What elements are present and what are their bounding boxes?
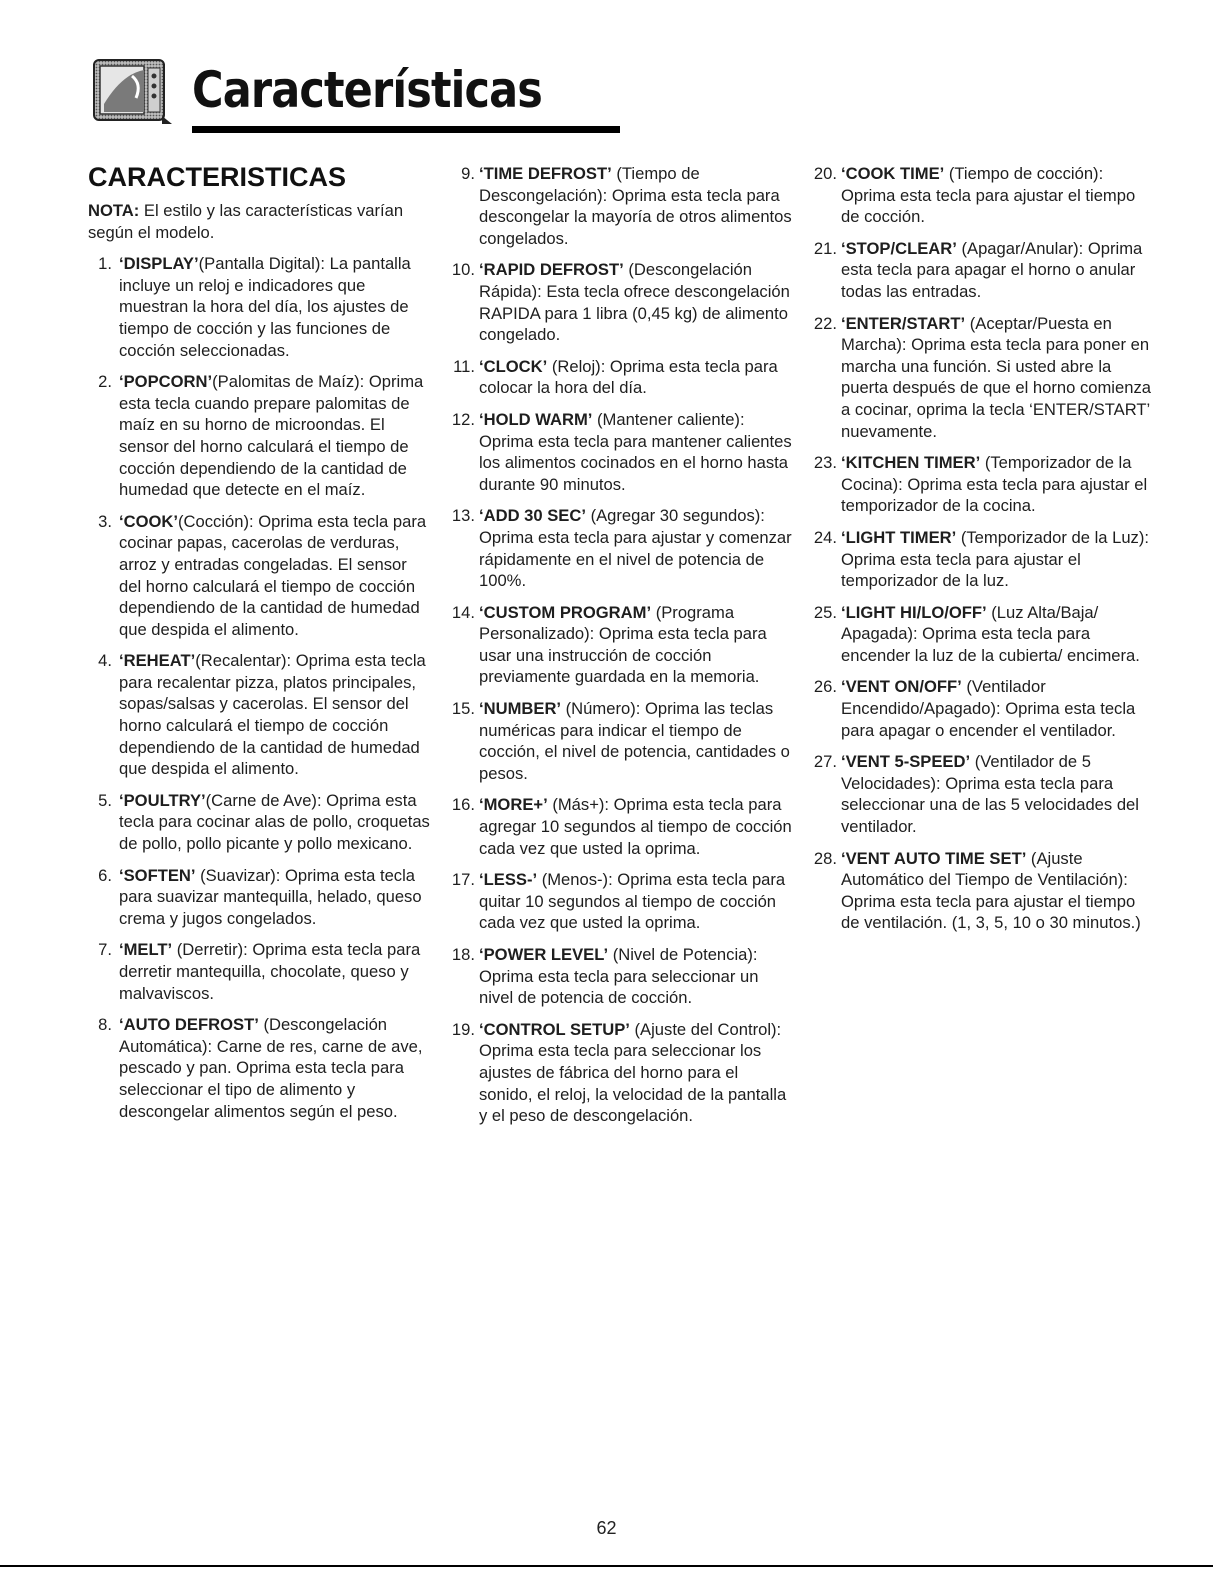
column-2 xyxy=(448,163,793,1137)
item-number: 27. xyxy=(813,752,837,772)
item-number: 22. xyxy=(813,313,837,333)
list-item xyxy=(810,751,1155,837)
item-key: ‘VENT AUTO TIME SET’ xyxy=(841,848,1027,868)
list-item xyxy=(448,505,793,591)
item-text: (Ajuste del Control): Oprima esta tecla para seleccionar los ajustes de fábrica del horno para el sonido, el reloj, la velocidad de la pantalla y el peso de descongelación. xyxy=(479,1019,787,1126)
note-label: NOTA: xyxy=(88,201,140,220)
item-text: (Agregar 30 segundos): Oprima esta tecla para ajustar y comenzar rápidamente en el nivel de potencia de 100%. xyxy=(479,506,792,591)
item-key: ‘COOK’ xyxy=(119,511,179,531)
item-number: 9. xyxy=(461,164,475,183)
item-key: ‘AUTO DEFROST’ xyxy=(119,1015,259,1035)
item-text: (Mantener caliente): Oprima esta tecla para mantener calientes los alimentos cocinados en el horno hasta durante 90 minutos. xyxy=(479,409,792,494)
item-text: (Ventilador de 5 Velocidades): Oprima esta tecla para seleccionar una de las 5 velocidades del ventilador. xyxy=(841,752,1139,837)
item-number: 13. xyxy=(451,506,475,526)
item-key: ‘COOK TIME’ xyxy=(841,164,945,183)
item-text: (Descongelación Rápida): Esta tecla ofrece descongelación RAPIDA para 1 libra (0,45 kg) de alimento congelado. xyxy=(479,260,790,345)
list-item xyxy=(88,790,433,855)
item-key: ‘SOFTEN’ xyxy=(119,865,196,885)
item-key: ‘TIME DEFROST’ xyxy=(479,164,612,183)
list-item xyxy=(88,371,433,501)
note-text: El estilo y las características varían según el modelo. xyxy=(88,201,404,242)
item-number: 7. xyxy=(98,940,112,960)
list-item xyxy=(810,238,1155,303)
note xyxy=(88,200,433,243)
item-number: 19. xyxy=(451,1019,475,1039)
list-item xyxy=(810,313,1155,443)
column-1 xyxy=(88,160,433,1132)
item-number: 2. xyxy=(98,372,112,392)
item-text: (Reloj): Oprima esta tecla para colocar la hora del día. xyxy=(479,356,778,398)
item-key: ‘HOLD WARM’ xyxy=(479,409,593,429)
item-number: 24. xyxy=(813,527,837,547)
item-key: ‘POWER LEVEL’ xyxy=(479,945,609,964)
item-key: ‘MORE+’ xyxy=(479,795,548,815)
item-text: (Descongelación Automática): Carne de res, carne de ave, pescado y pan. Oprima esta tecla para seleccionar el tipo de alimento y descongelar alimentos según el peso. xyxy=(119,1015,423,1121)
section-heading: CARACTERISTICAS xyxy=(88,162,347,192)
item-number: 10. xyxy=(451,260,475,280)
item-number: 18. xyxy=(451,945,475,964)
item-text: (Programa Personalizado): Oprima esta tecla para usar una instrucción de cocción previamente guardada en la memoria. xyxy=(479,602,767,687)
item-key: ‘STOP/CLEAR’ xyxy=(841,238,957,258)
microwave-book-icon xyxy=(92,54,174,126)
item-text: (Recalentar): Oprima esta tecla para recalentar pizza, platos principales, sopas/salsas y cacerolas. El sensor del horno calculará el tiempo de cocción dependiendo de la cantidad de humedad que despida el alimento. xyxy=(119,651,426,779)
item-number: 5. xyxy=(98,790,112,810)
list-item xyxy=(810,452,1155,517)
list-item xyxy=(810,848,1155,934)
list-item xyxy=(448,944,793,1009)
list-item xyxy=(810,602,1155,667)
list-item xyxy=(88,650,433,780)
item-key: ‘CLOCK’ xyxy=(479,356,548,376)
item-text: (Luz Alta/Baja/ Apagada): Oprima esta tecla para encender la luz de la cubierta/ encimera. xyxy=(841,602,1140,665)
item-key: ‘MELT’ xyxy=(119,940,173,960)
list-item xyxy=(448,409,793,495)
item-text: (Ajuste Automático del Tiempo de Ventilación): Oprima esta tecla para ajustar el tiempo de ventilación. (1, 3, 5, 10 o 30 minutos.) xyxy=(841,848,1141,933)
list-item xyxy=(448,259,793,345)
list-item xyxy=(88,1014,433,1122)
list-item xyxy=(810,527,1155,592)
item-text: (Temporizador de la Luz): Oprima esta tecla para ajustar el temporizador de la luz. xyxy=(841,527,1149,591)
item-text: (Apagar/Anular): Oprima esta tecla para apagar el horno o anular todas las entradas. xyxy=(841,238,1143,301)
item-text: (Más+): Oprima esta tecla para agregar 10 segundos al tiempo de cocción cada vez que usted la oprima. xyxy=(479,795,792,858)
item-key: ‘KITCHEN TIMER’ xyxy=(841,453,981,473)
item-key: ‘POPCORN’ xyxy=(119,372,213,392)
item-text: (Cocción): Oprima esta tecla para cocinar papas, cacerolas de verduras, arroz y entradas congeladas. El sensor del horno calculará el tiempo de cocción dependiendo de la cantidad de humedad que despida el alimento. xyxy=(119,511,427,639)
list-item xyxy=(448,1019,793,1127)
list-item xyxy=(810,676,1155,741)
item-key: ‘REHEAT’ xyxy=(119,651,196,671)
item-key: ‘NUMBER’ xyxy=(479,699,562,719)
list-item xyxy=(448,698,793,784)
item-number: 20. xyxy=(813,164,837,183)
item-number: 1. xyxy=(98,254,112,274)
list-item xyxy=(448,163,793,249)
item-key: ‘CUSTOM PROGRAM’ xyxy=(479,602,652,622)
item-text: (Palomitas de Maíz): Oprima esta tecla cuando prepare palomitas de maíz en su horno de microondas. El sensor del horno calculará el tiempo de cocción dependiendo de la cantidad de humedad que detecte en el maíz. xyxy=(119,372,424,500)
item-key: ‘LESS-’ xyxy=(479,870,538,890)
column-3 xyxy=(810,163,1155,944)
item-text: (Aceptar/Puesta en Marcha): Oprima esta tecla para poner en marcha una función. Si usted abre la puerta después de que el horno comienza a cocinar, oprima la tecla ‘ENTER/START’ nuevamente. xyxy=(841,313,1151,441)
item-text: (Nivel de Potencia): Oprima esta tecla para seleccionar un nivel de potencia de cocción. xyxy=(479,945,759,1008)
list-item xyxy=(448,602,793,688)
item-text: (Temporizador de la Cocina): Oprima esta tecla para ajustar el temporizador de la cocina. xyxy=(841,453,1148,516)
item-number: 6. xyxy=(98,865,112,885)
item-number: 17. xyxy=(451,870,475,890)
item-text: (Suavizar): Oprima esta tecla para suavizar mantequilla, helado, queso crema y jugos congelados. xyxy=(119,865,422,928)
item-number: 28. xyxy=(813,848,837,868)
item-text: (Menos-): Oprima esta tecla para quitar 10 segundos al tiempo de cocción cada vez que usted la oprima. xyxy=(479,870,786,933)
item-text: (Tiempo de Descongelación): Oprima esta tecla para descongelar la mayoría de otros alimentos congelados. xyxy=(479,164,792,248)
page-number: 62 xyxy=(596,1518,617,1538)
item-key: ‘RAPID DEFROST’ xyxy=(479,260,624,280)
item-number: 8. xyxy=(98,1015,112,1035)
item-key: ‘LIGHT HI/LO/OFF’ xyxy=(841,602,987,622)
item-number: 16. xyxy=(451,795,475,815)
item-number: 15. xyxy=(451,699,475,719)
item-number: 14. xyxy=(451,602,475,622)
list-item xyxy=(88,253,433,361)
page-header xyxy=(92,48,543,138)
list-item xyxy=(448,356,793,399)
item-number: 26. xyxy=(813,677,837,697)
list-item xyxy=(810,163,1155,228)
bottom-rule xyxy=(0,1565,1213,1567)
item-text: (Tiempo de cocción): Oprima esta tecla para ajustar el tiempo de cocción. xyxy=(841,164,1136,227)
list-item xyxy=(88,939,433,1004)
item-number: 25. xyxy=(813,602,837,622)
item-number: 12. xyxy=(451,409,475,429)
item-text: (Derretir): Oprima esta tecla para derretir mantequilla, chocolate, queso y malvaviscos. xyxy=(119,940,421,1003)
item-key: ‘LIGHT TIMER’ xyxy=(841,527,957,547)
item-key: ‘POULTRY’ xyxy=(119,790,206,810)
item-key: ‘ENTER/START’ xyxy=(841,313,966,333)
item-key: ‘ADD 30 SEC’ xyxy=(479,506,586,526)
item-text: (Ventilador Encendido/Apagado): Oprima esta tecla para apagar o encender el ventilador. xyxy=(841,677,1136,740)
item-text: (Carne de Ave): Oprima esta tecla para cocinar alas de pollo, croquetas de pollo, pollo picante y pollo mexicano. xyxy=(119,790,430,854)
list-item xyxy=(448,869,793,934)
item-number: 21. xyxy=(813,238,837,258)
list-item xyxy=(88,865,433,930)
item-number: 3. xyxy=(98,511,112,531)
item-key: ‘CONTROL SETUP’ xyxy=(479,1019,630,1039)
page-title: Características xyxy=(192,61,543,119)
item-key: ‘DISPLAY’ xyxy=(119,254,199,274)
item-text: (Pantalla Digital): La pantalla incluye un reloj e indicadores que muestran la hora del día, los ajustes de tiempo de cocción y las funciones de cocción seleccionadas. xyxy=(119,254,411,360)
item-key: ‘VENT ON/OFF’ xyxy=(841,677,962,697)
list-item xyxy=(448,794,793,859)
item-key: ‘VENT 5-SPEED’ xyxy=(841,752,971,772)
item-text: (Número): Oprima las teclas numéricas para indicar el tiempo de cocción, el nivel de potencia, cantidades o pesos. xyxy=(479,699,790,783)
list-item xyxy=(88,511,433,641)
item-number: 23. xyxy=(813,453,837,473)
item-number: 4. xyxy=(98,651,112,671)
item-number: 11. xyxy=(453,356,475,376)
title-underline xyxy=(192,126,620,133)
